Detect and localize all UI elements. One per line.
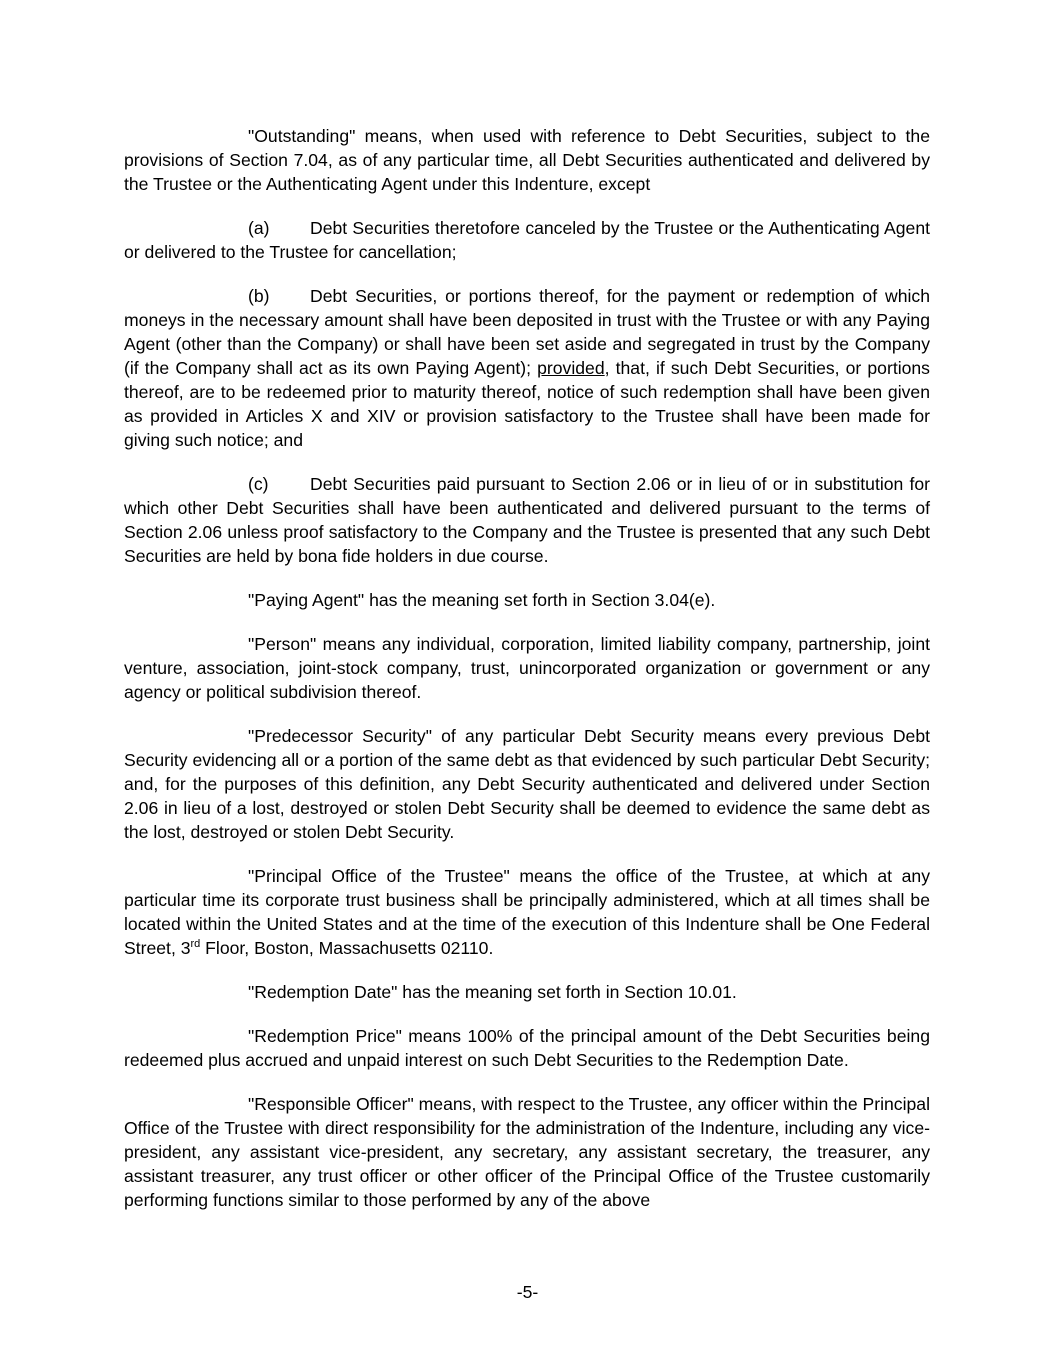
item-b-text-part2: , that, if such Debt Securities, or portions thereof, are to be redeemed prior to maturity thereof, notice of such redemption shall have been given as provided in Articles X and XIV or provision satisfactory to the Trustee shall have been made for giving such notice; and — [124, 358, 930, 450]
paragraph-responsible-officer: "Responsible Officer" means, with respect to the Trustee, any officer within the Principal Office of the Trustee with direct responsibility for the administration of the Indenture, including any vice-president, any assistant vice-president, any secretary, any assistant secretary, the treasurer, any assistant treasurer, any trust officer or other officer of the Principal Office of the Trustee customarily performing functions similar to those performed by any of the above — [124, 1094, 930, 1210]
document-page — [124, 124, 930, 1232]
item-a-label: (a) — [248, 218, 270, 238]
principal-office-superscript: rd — [190, 938, 201, 951]
paragraph-item-c — [124, 472, 930, 568]
paragraph-paying-agent: "Paying Agent" has the meaning set forth in Section 3.04(e). — [248, 590, 716, 610]
paragraph-principal-office — [124, 864, 930, 960]
paragraph-redemption-price: "Redemption Price" means 100% of the principal amount of the Debt Securities being redeemed plus accrued and unpaid interest on such Debt Securities to the Redemption Date. — [124, 1026, 930, 1070]
paragraph-outstanding: "Outstanding" means, when used with reference to Debt Securities, subject to the provisions of Section 7.04, as of any particular time, all Debt Securities authenticated and delivered by the Trustee or the Authenticating Agent under this Indenture, except — [124, 126, 930, 194]
item-b-provided: provided — [537, 358, 605, 378]
paragraph-item-b — [124, 284, 930, 452]
principal-office-text-part1: "Principal Office of the Trustee" means the office of the Trustee, at which at any particular time its corporate trust business shall be principally administered, which at all times shall be located within the United States and at the time of the execution of this Indenture shall be One Federal Street, 3 — [124, 866, 930, 958]
paragraph-item-a — [124, 216, 930, 264]
item-b-text-part1: Debt Securities, or portions thereof, for the payment or redemption of which moneys in the necessary amount shall have been deposited in trust with the Trustee or with any Paying Agent (other than the Company) or shall have been set aside and segregated in trust by the Company (if the Company shall act as its own Paying Agent); — [124, 286, 930, 378]
item-c-text: Debt Securities paid pursuant to Section 2.06 or in lieu of or in substitution for which other Debt Securities shall have been authenticated and delivered pursuant to the terms of Section 2.06 unless proof satisfactory to the Company and the Trustee is presented that any such Debt Securities are held by bona fide holders in due course. — [124, 474, 930, 566]
principal-office-text-part2: Floor, Boston, Massachusetts 02110. — [200, 938, 494, 958]
page-number: -5- — [516, 1282, 539, 1302]
item-c-label: (c) — [248, 474, 269, 494]
item-a-text: Debt Securities theretofore canceled by the Trustee or the Authenticating Agent or delivered to the Trustee for cancellation; — [124, 218, 930, 262]
paragraph-predecessor-security: "Predecessor Security" of any particular Debt Security means every previous Debt Security evidencing all or a portion of the same debt as that evidenced by such particular Debt Security; and, for the purposes of this definition, any Debt Security authenticated and delivered under Section 2.06 in lieu of a lost, destroyed or stolen Debt Security shall be deemed to evidence the same debt as the lost, destroyed or stolen Debt Security. — [124, 726, 930, 842]
paragraph-person: "Person" means any individual, corporation, limited liability company, partnership, joint venture, association, joint-stock company, trust, unincorporated organization or government or any agency or political subdivision thereof. — [124, 634, 930, 702]
paragraph-redemption-date: "Redemption Date" has the meaning set forth in Section 10.01. — [248, 982, 737, 1002]
item-b-label: (b) — [248, 286, 270, 306]
